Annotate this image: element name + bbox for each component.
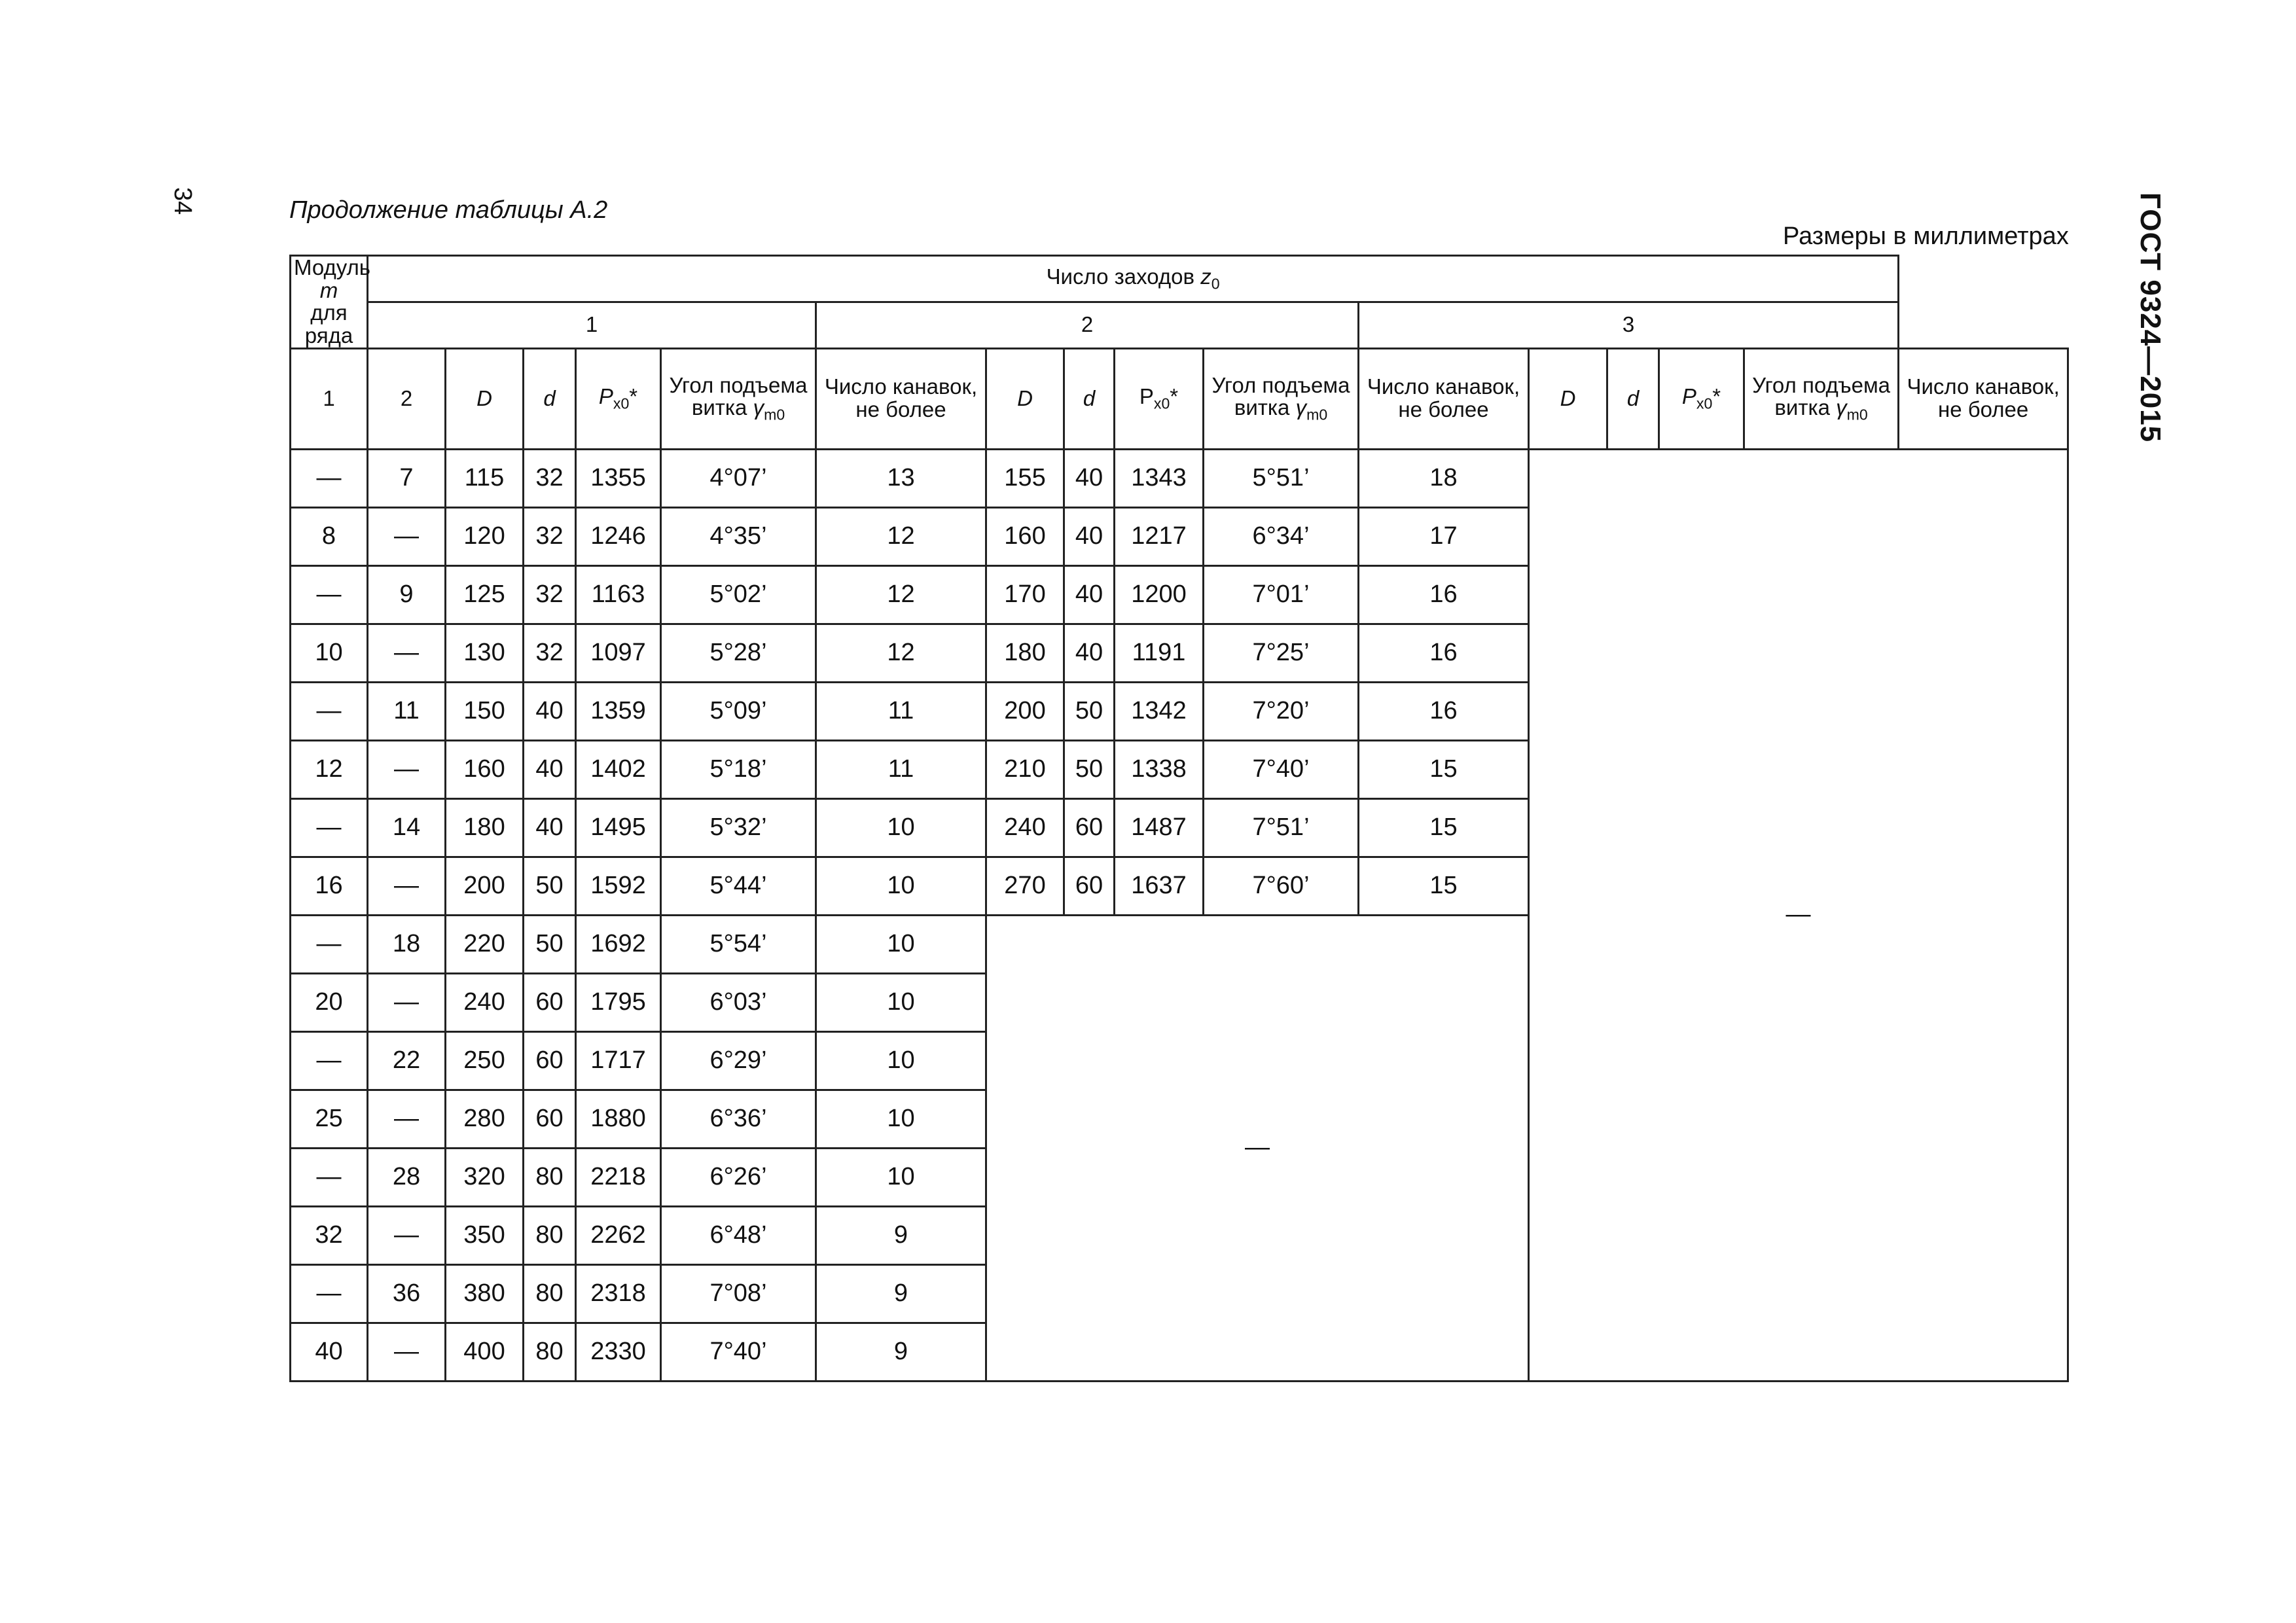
- cell: 380: [446, 1264, 524, 1323]
- cell: 150: [446, 682, 524, 740]
- cell: 1795: [576, 973, 661, 1031]
- cell: 2330: [576, 1323, 661, 1381]
- cell: 1355: [576, 449, 661, 507]
- cell: 270: [986, 857, 1064, 915]
- cell: 1692: [576, 915, 661, 973]
- series-1-cell: —: [291, 1031, 368, 1090]
- col-D-header: D: [986, 348, 1064, 449]
- col-d-header: d: [1607, 348, 1659, 449]
- cell: 12: [816, 565, 986, 624]
- series-2-cell: 9: [368, 565, 446, 624]
- cell: 240: [446, 973, 524, 1031]
- cell: 1342: [1115, 682, 1204, 740]
- series-1-cell: —: [291, 915, 368, 973]
- col-grooves-header: Число канавок, не более: [816, 348, 986, 449]
- series-2-cell: —: [368, 624, 446, 682]
- cell: 7°20’: [1204, 682, 1359, 740]
- cell: 170: [986, 565, 1064, 624]
- cell: 155: [986, 449, 1064, 507]
- series-1-cell: 25: [291, 1090, 368, 1148]
- col-angle-header: Угол подъема витка $\gamma_{m0}$: [1204, 348, 1359, 449]
- cell: 60: [524, 1031, 576, 1090]
- cell: 125: [446, 565, 524, 624]
- cell: 7°40’: [661, 1323, 816, 1381]
- cell: 80: [524, 1323, 576, 1381]
- cell: 350: [446, 1206, 524, 1264]
- series-2-cell: —: [368, 1090, 446, 1148]
- module-header: Модуль m для ряда: [291, 256, 368, 349]
- cell: 180: [986, 624, 1064, 682]
- cell: 7°60’: [1204, 857, 1359, 915]
- cell: 10: [816, 915, 986, 973]
- cell: 16: [1359, 682, 1529, 740]
- cell: 6°26’: [661, 1148, 816, 1206]
- series-1-cell: —: [291, 682, 368, 740]
- cell: 180: [446, 798, 524, 857]
- cell: 1495: [576, 798, 661, 857]
- cell: 50: [1064, 740, 1115, 798]
- series-1-cell: —: [291, 1148, 368, 1206]
- cell: 1487: [1115, 798, 1204, 857]
- cell: 10: [816, 857, 986, 915]
- cell: 18: [1359, 449, 1529, 507]
- series-2-cell: —: [368, 1323, 446, 1381]
- cell: 11: [816, 682, 986, 740]
- cell: 5°51’: [1204, 449, 1359, 507]
- col-grooves-header: Число канавок, не более: [1899, 348, 2068, 449]
- cell: 17: [1359, 507, 1529, 565]
- cell: 11: [816, 740, 986, 798]
- cell: 60: [524, 973, 576, 1031]
- cell: 9: [816, 1206, 986, 1264]
- series-2-cell: 11: [368, 682, 446, 740]
- cell: 6°48’: [661, 1206, 816, 1264]
- cell: 16: [1359, 565, 1529, 624]
- cell: 120: [446, 507, 524, 565]
- cell: 200: [446, 857, 524, 915]
- col-d-header: d: [1064, 348, 1115, 449]
- cell: 7°51’: [1204, 798, 1359, 857]
- series-1-cell: 20: [291, 973, 368, 1031]
- cell: 40: [1064, 624, 1115, 682]
- cell: 60: [1064, 857, 1115, 915]
- cell: 280: [446, 1090, 524, 1148]
- series-1-cell: —: [291, 565, 368, 624]
- col-grooves-header: Число канавок, не более: [1359, 348, 1529, 449]
- col-angle-header: Угол подъема витка $\gamma_{m0}$: [1744, 348, 1899, 449]
- cell: 5°44’: [661, 857, 816, 915]
- cell: 7°01’: [1204, 565, 1359, 624]
- cell: 40: [1064, 449, 1115, 507]
- group-3-empty-dash: —: [1529, 449, 2068, 1381]
- cell: 50: [524, 915, 576, 973]
- series-2-cell: —: [368, 740, 446, 798]
- cell: 13: [816, 449, 986, 507]
- cell: 80: [524, 1264, 576, 1323]
- cell: 1880: [576, 1090, 661, 1148]
- series-2-cell: 18: [368, 915, 446, 973]
- cell: 6°03’: [661, 973, 816, 1031]
- cell: 40: [524, 682, 576, 740]
- cell: 12: [816, 507, 986, 565]
- cell: 6°34’: [1204, 507, 1359, 565]
- starts-header: Число заходов $z_0$: [368, 256, 1899, 302]
- series-1-cell: 10: [291, 624, 368, 682]
- cell: 400: [446, 1323, 524, 1381]
- cell: 10: [816, 1090, 986, 1148]
- cell: 1163: [576, 565, 661, 624]
- cell: 4°07’: [661, 449, 816, 507]
- cell: 7°40’: [1204, 740, 1359, 798]
- cell: 5°02’: [661, 565, 816, 624]
- col-D-header: D: [1529, 348, 1607, 449]
- cell: 7°08’: [661, 1264, 816, 1323]
- cell: 1717: [576, 1031, 661, 1090]
- cell: 6°29’: [661, 1031, 816, 1090]
- series-1-cell: —: [291, 798, 368, 857]
- series-2-cell: 7: [368, 449, 446, 507]
- table-row: [291, 449, 2068, 507]
- series-2-cell: 22: [368, 1031, 446, 1090]
- series-2-cell: —: [368, 973, 446, 1031]
- units-note: Размеры в миллиметрах: [1783, 223, 2069, 250]
- cell: 6°36’: [661, 1090, 816, 1148]
- group-3-header: 3: [1359, 302, 1899, 348]
- series-2-cell: —: [368, 857, 446, 915]
- cell: 15: [1359, 798, 1529, 857]
- series-1-cell: 16: [291, 857, 368, 915]
- cell: 80: [524, 1148, 576, 1206]
- series-1-header: 1: [291, 348, 368, 449]
- col-d-header: d: [524, 348, 576, 449]
- cell: 220: [446, 915, 524, 973]
- cell: 2318: [576, 1264, 661, 1323]
- cell: 200: [986, 682, 1064, 740]
- cell: 60: [524, 1090, 576, 1148]
- series-1-cell: —: [291, 1264, 368, 1323]
- cell: 1637: [1115, 857, 1204, 915]
- cell: 60: [1064, 798, 1115, 857]
- cell: 250: [446, 1031, 524, 1090]
- col-P-header: $P_{x0}*$: [1659, 348, 1744, 449]
- cell: 1097: [576, 624, 661, 682]
- cell: 40: [524, 798, 576, 857]
- group-1-header: 1: [368, 302, 816, 348]
- cell: 32: [524, 565, 576, 624]
- series-1-cell: 8: [291, 507, 368, 565]
- cell: 10: [816, 1148, 986, 1206]
- cell: 10: [816, 973, 986, 1031]
- cell: 5°09’: [661, 682, 816, 740]
- cell: 40: [1064, 507, 1115, 565]
- series-2-cell: 14: [368, 798, 446, 857]
- page-number: 34: [169, 187, 196, 215]
- cell: 130: [446, 624, 524, 682]
- series-2-cell: —: [368, 1206, 446, 1264]
- cell: 160: [986, 507, 1064, 565]
- col-angle-header: Угол подъема витка $\gamma_{m0}$: [661, 348, 816, 449]
- cell: 1246: [576, 507, 661, 565]
- series-2-cell: 28: [368, 1148, 446, 1206]
- cell: 50: [524, 857, 576, 915]
- cell: 10: [816, 798, 986, 857]
- cell: 16: [1359, 624, 1529, 682]
- series-1-cell: —: [291, 449, 368, 507]
- dimensions-table: [289, 255, 2069, 1382]
- cell: 1343: [1115, 449, 1204, 507]
- cell: 32: [524, 507, 576, 565]
- cell: 12: [816, 624, 986, 682]
- cell: 5°32’: [661, 798, 816, 857]
- cell: 15: [1359, 740, 1529, 798]
- series-2-header: 2: [368, 348, 446, 449]
- cell: 2262: [576, 1206, 661, 1264]
- cell: 9: [816, 1323, 986, 1381]
- cell: 15: [1359, 857, 1529, 915]
- series-1-cell: 12: [291, 740, 368, 798]
- cell: 5°54’: [661, 915, 816, 973]
- col-P-header: $P_{x0}*$: [576, 348, 661, 449]
- cell: 80: [524, 1206, 576, 1264]
- cell: 5°28’: [661, 624, 816, 682]
- cell: 2218: [576, 1148, 661, 1206]
- cell: 9: [816, 1264, 986, 1323]
- cell: 1592: [576, 857, 661, 915]
- table-caption: Продолжение таблицы А.2: [289, 196, 608, 224]
- cell: 320: [446, 1148, 524, 1206]
- cell: 40: [524, 740, 576, 798]
- series-1-cell: 40: [291, 1323, 368, 1381]
- cell: 160: [446, 740, 524, 798]
- cell: 240: [986, 798, 1064, 857]
- cell: 32: [524, 449, 576, 507]
- cell: 1359: [576, 682, 661, 740]
- cell: 10: [816, 1031, 986, 1090]
- cell: 1217: [1115, 507, 1204, 565]
- cell: 32: [524, 624, 576, 682]
- cell: 5°18’: [661, 740, 816, 798]
- series-2-cell: 36: [368, 1264, 446, 1323]
- cell: 4°35’: [661, 507, 816, 565]
- series-2-cell: —: [368, 507, 446, 565]
- cell: 115: [446, 449, 524, 507]
- cell: 1402: [576, 740, 661, 798]
- group-2-empty-dash: —: [986, 915, 1529, 1381]
- cell: 7°25’: [1204, 624, 1359, 682]
- standard-code: ГОСТ 9324—2015: [2134, 192, 2166, 443]
- cell: 40: [1064, 565, 1115, 624]
- cell: 210: [986, 740, 1064, 798]
- cell: 1191: [1115, 624, 1204, 682]
- cell: 50: [1064, 682, 1115, 740]
- group-2-header: 2: [816, 302, 1359, 348]
- cell: 1200: [1115, 565, 1204, 624]
- cell: 1338: [1115, 740, 1204, 798]
- col-P-header: $P_{x0}*$: [1115, 348, 1204, 449]
- series-1-cell: 32: [291, 1206, 368, 1264]
- col-D-header: D: [446, 348, 524, 449]
